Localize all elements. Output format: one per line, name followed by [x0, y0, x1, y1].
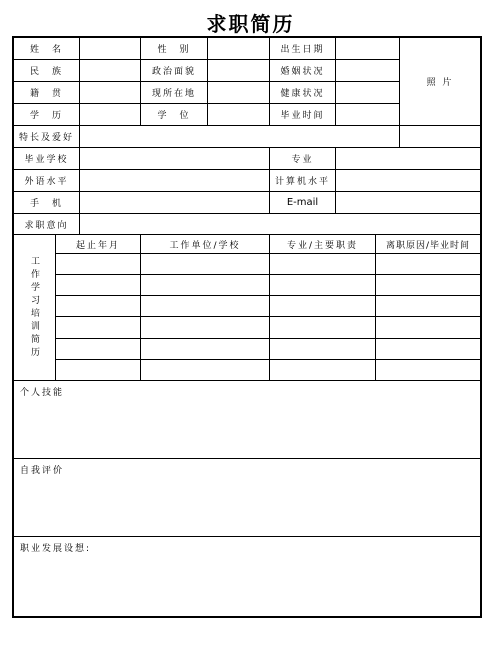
resume-form — [12, 36, 482, 618]
exp-cell[interactable] — [56, 275, 141, 296]
field-specialty[interactable] — [80, 126, 400, 148]
exp-cell[interactable] — [376, 275, 480, 296]
label-major: 专业 — [270, 147, 336, 170]
label-politics: 政治面貌 — [141, 60, 208, 82]
label-foreign-language: 外语水平 — [14, 170, 80, 192]
exp-cell[interactable] — [270, 275, 376, 296]
field-email[interactable] — [336, 192, 480, 214]
row5-blank — [400, 126, 480, 148]
label-marital: 婚姻状况 — [270, 60, 336, 82]
exp-cell[interactable] — [56, 254, 141, 275]
field-graduation-time[interactable] — [336, 104, 400, 126]
field-intention[interactable] — [80, 214, 480, 235]
field-gender[interactable] — [208, 38, 270, 60]
label-gender: 性 别 — [141, 38, 208, 60]
exp-cell[interactable] — [376, 254, 480, 275]
field-phone[interactable] — [80, 192, 270, 214]
exp-cell[interactable] — [270, 339, 376, 360]
label-education: 学 历 — [14, 104, 80, 126]
field-ethnicity[interactable] — [80, 60, 141, 82]
exp-header-reason: 离职原因/毕业时间 — [376, 235, 480, 254]
label-experience: 工作学习培训简历 — [14, 235, 56, 381]
field-marital[interactable] — [336, 60, 400, 82]
label-birth: 出生日期 — [270, 38, 336, 60]
exp-header-employer: 工作单位/学校 — [141, 235, 270, 254]
exp-cell[interactable] — [270, 254, 376, 275]
exp-header-duty: 专业/主要职责 — [270, 235, 376, 254]
exp-cell[interactable] — [56, 360, 141, 381]
label-email: E-mail — [270, 192, 336, 214]
label-ethnicity: 民 族 — [14, 60, 80, 82]
label-specialty: 特长及爱好 — [14, 126, 80, 148]
field-major[interactable] — [336, 147, 480, 170]
exp-cell[interactable] — [270, 296, 376, 317]
exp-cell[interactable] — [270, 360, 376, 381]
exp-header-period: 起止年月 — [56, 235, 141, 254]
label-graduation-time: 毕业时间 — [270, 104, 336, 126]
exp-cell[interactable] — [141, 275, 270, 296]
label-name: 姓 名 — [14, 38, 80, 60]
field-name[interactable] — [80, 38, 141, 60]
self-evaluation-box[interactable]: 自我评价 — [14, 459, 480, 537]
field-education[interactable] — [80, 104, 141, 126]
label-native: 籍 贯 — [14, 82, 80, 104]
exp-cell[interactable] — [141, 317, 270, 339]
label-school: 毕业学校 — [14, 147, 80, 170]
field-birth[interactable] — [336, 38, 400, 60]
exp-cell[interactable] — [376, 360, 480, 381]
field-school[interactable] — [80, 147, 270, 170]
field-politics[interactable] — [208, 60, 270, 82]
field-computer[interactable] — [336, 170, 480, 192]
exp-cell[interactable] — [56, 296, 141, 317]
label-residence: 现所在地 — [141, 82, 208, 104]
exp-cell[interactable] — [141, 296, 270, 317]
exp-cell[interactable] — [376, 317, 480, 339]
exp-cell[interactable] — [270, 317, 376, 339]
field-residence[interactable] — [208, 82, 270, 104]
label-phone: 手 机 — [14, 192, 80, 214]
resume-title: 求职简历 — [206, 12, 295, 36]
field-degree[interactable] — [208, 104, 270, 126]
exp-cell[interactable] — [56, 339, 141, 360]
label-intention: 求职意向 — [14, 214, 80, 235]
label-health: 健康状况 — [270, 82, 336, 104]
label-computer: 计算机水平 — [270, 170, 336, 192]
career-plan-box[interactable]: 职业发展设想: — [20, 544, 92, 554]
skills-box[interactable]: 个人技能 — [14, 380, 480, 459]
field-native[interactable] — [80, 82, 141, 104]
exp-cell[interactable] — [376, 296, 480, 317]
exp-cell[interactable] — [141, 254, 270, 275]
label-degree: 学 位 — [141, 104, 208, 126]
exp-cell[interactable] — [141, 360, 270, 381]
exp-cell[interactable] — [141, 339, 270, 360]
exp-cell[interactable] — [56, 317, 141, 339]
field-health[interactable] — [336, 82, 400, 104]
exp-cell[interactable] — [376, 339, 480, 360]
field-foreign-language[interactable] — [80, 170, 270, 192]
photo-box[interactable]: 照 片 — [400, 38, 480, 126]
